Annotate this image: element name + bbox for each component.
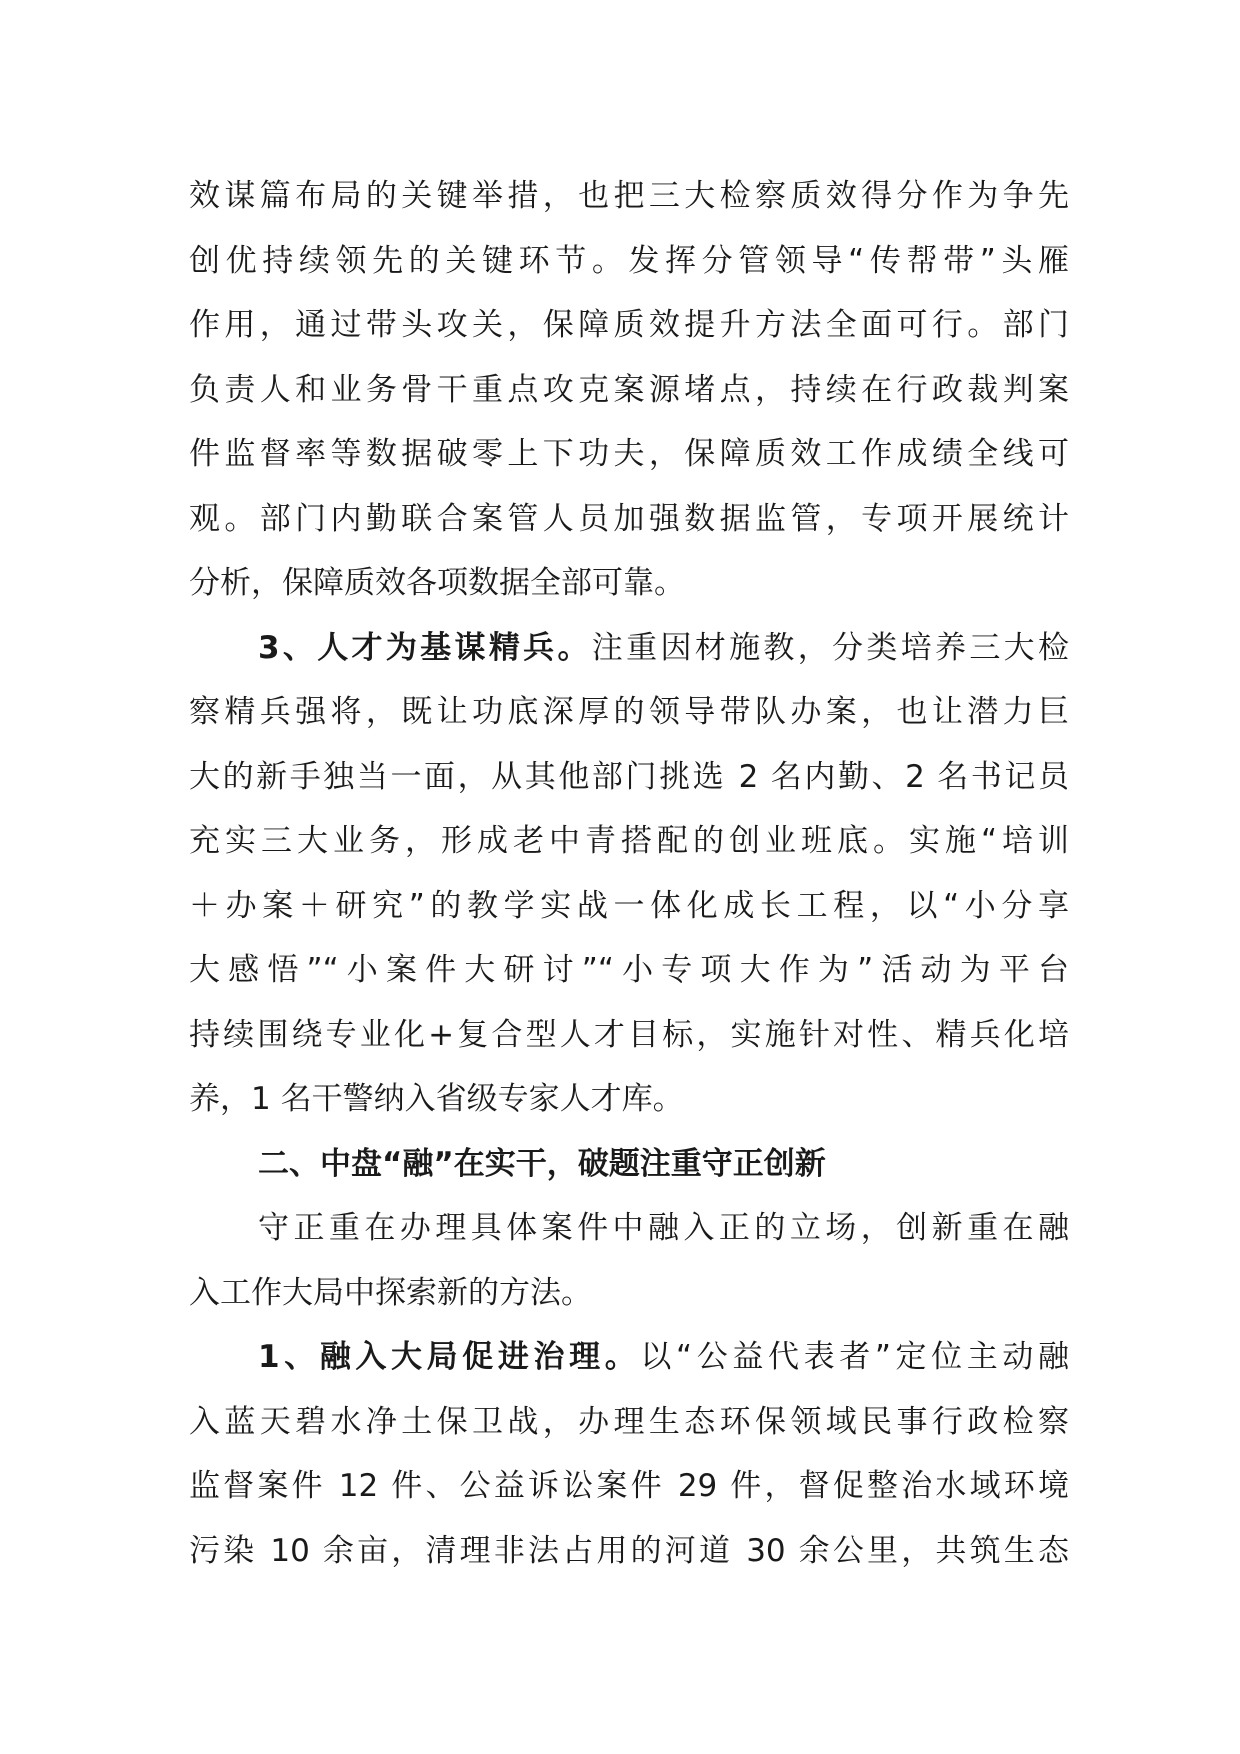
paragraph-line: 大感悟”“小案件大研讨”“小专项大作为”活动为平台 bbox=[189, 952, 1069, 988]
section-3-first-line bbox=[189, 616, 1069, 681]
paragraph-line: 效谋篇布局的关键举措，也把三大检察质效得分作为争先 bbox=[189, 178, 1069, 214]
subsection-1-first-line bbox=[189, 1325, 1069, 1390]
paragraph-line: 充实三大业务，形成老中青搭配的创业班底。实施“培训 bbox=[189, 823, 1069, 859]
paragraph-line: 分析，保障质效各项数据全部可靠。 bbox=[189, 565, 685, 601]
paragraph-line: 入蓝天碧水净土保卫战，办理生态环保领域民事行政检察 bbox=[189, 1403, 1069, 1440]
section-3-text: 注重因材施教，分类培养三大检 bbox=[591, 629, 1069, 666]
paragraph-line: 创优持续领先的关键环节。发挥分管领导“传帮带”头雁 bbox=[189, 242, 1069, 279]
section-3-heading: 3、人才为基谋精兵。 bbox=[258, 629, 592, 666]
subsection-1-text: 以“公益代表者”定位主动融 bbox=[640, 1339, 1070, 1375]
paragraph-line: 察精兵强将，既让功底深厚的领导带队办案，也让潜力巨 bbox=[189, 694, 1069, 730]
document-body bbox=[189, 164, 1069, 1583]
part-2-intro-line: 守正重在办理具体案件中融入正的立场，创新重在融 bbox=[258, 1210, 1069, 1246]
paragraph-line: 负责人和业务骨干重点攻克案源堵点，持续在行政裁判案 bbox=[189, 371, 1069, 408]
paragraph-line: 件监督率等数据破零上下功夫，保障质效工作成绩全线可 bbox=[189, 436, 1069, 472]
paragraph-line: 大的新手独当一面，从其他部门挑选 2 名内勤、2 名书记员 bbox=[189, 758, 1069, 795]
paragraph-line: 监督案件 12 件、公益诉讼案件 29 件，督促整治水域环境 bbox=[189, 1468, 1069, 1504]
paragraph-line: 养，1 名干警纳入省级专家人才库。 bbox=[189, 1081, 684, 1117]
paragraph-line: ＋办案＋研究”的教学实战一体化成长工程，以“小分享 bbox=[189, 887, 1069, 924]
paragraph-line: 观。部门内勤联合案管人员加强数据监管，专项开展统计 bbox=[189, 500, 1069, 537]
part-2-heading: 二、中盘“融”在实干，破题注重守正创新 bbox=[258, 1145, 826, 1182]
paragraph-line: 污染 10 余亩，清理非法占用的河道 30 余公里，共筑生态 bbox=[189, 1532, 1069, 1569]
paragraph-line: 作用，通过带头攻关，保障质效提升方法全面可行。部门 bbox=[189, 307, 1069, 343]
paragraph-line: 持续围绕专业化+复合型人才目标，实施针对性、精兵化培 bbox=[189, 1016, 1069, 1053]
part-2-intro-line: 入工作大局中探索新的方法。 bbox=[189, 1274, 592, 1311]
subsection-1-heading: 1、融入大局促进治理。 bbox=[258, 1339, 641, 1375]
